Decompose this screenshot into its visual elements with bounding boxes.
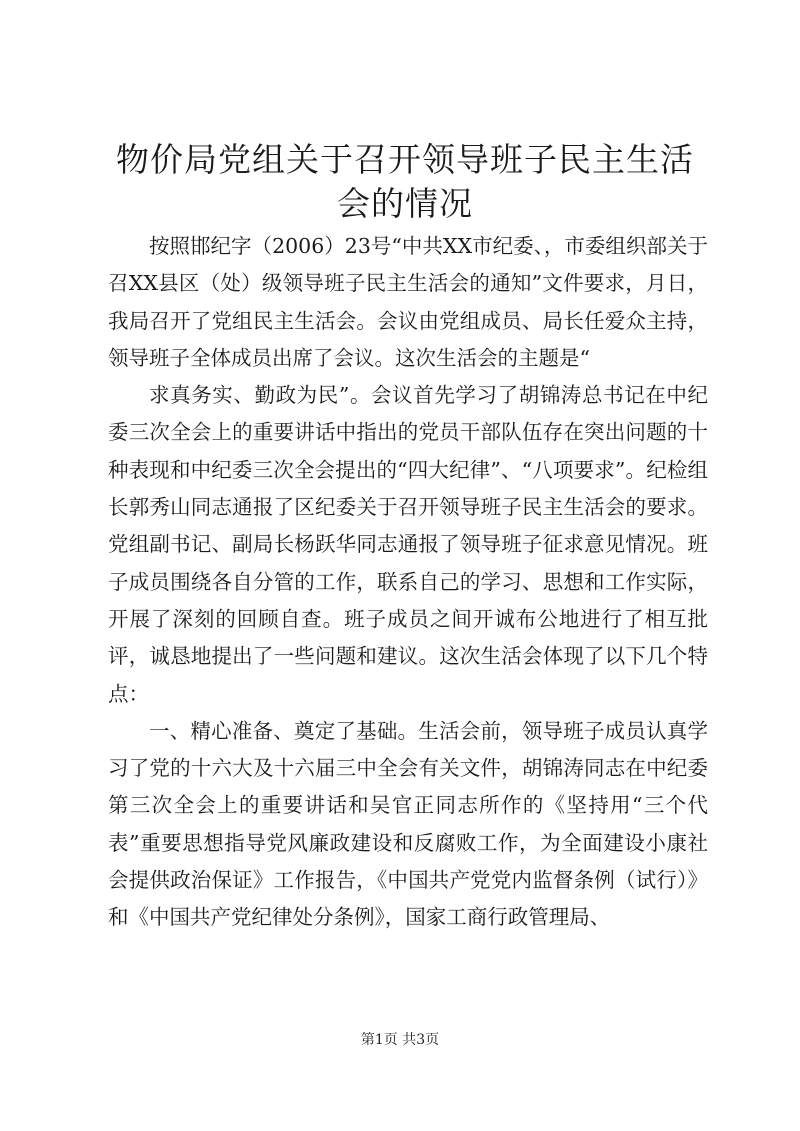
document-title: 物价局党组关于召开领导班子民主生活会的情况 — [116, 140, 694, 223]
paragraph-2: 求真务实、勤政为民”。会议首先学习了胡锦涛总书记在中纪委三次全会上的重要讲话中指出的党员干部队伍存在突出问题的十种表现和中纪委三次全会提出的“四大纪律”、“八项要求”。纪检组长郭秀山同志通报了区纪委关于召开领导班子民主生活会的要求。党组副书记、副局长杨跃华同志通报了领导班子征求意见情况。班子成员围绕各自分管的工作，联系自己的学习、思想和工作实际，开展了深刻的回顾自查。班子成员之间开诚布公地进行了相互批评，诚恳地提出了一些问题和建议。这次生活会体现了以下几个特点： — [108, 383, 708, 706]
paragraph-1: 按照邯纪字（2006）23号“中共XX市纪委、，市委组织部关于召XX县区（处）级领导班子民主生活会的通知”文件要求，月日，我局召开了党组民主生活会。会议由党组成员、局长任爱众主持，领导班子全体成员出席了会议。这次生活会的主题是“ — [108, 234, 708, 370]
paragraph-3: 一、精心准备、奠定了基础。生活会前，领导班子成员认真学习了党的十六大及十六届三中全会有关文件，胡锦涛同志在中纪委第三次全会上的重要讲话和吴官正同志所作的《坚持用“三个代表”重要思想指导党风廉政建设和反腐败工作，为全面建设小康社会提供政治保证》工作报告，《中国共产党党内监督条例（试行）》和《中国共产党纪律处分条例》，国家工商行政管理局、 — [108, 718, 708, 930]
document-body — [108, 228, 708, 937]
page-footer: 第1页 共3页 — [360, 1032, 440, 1048]
